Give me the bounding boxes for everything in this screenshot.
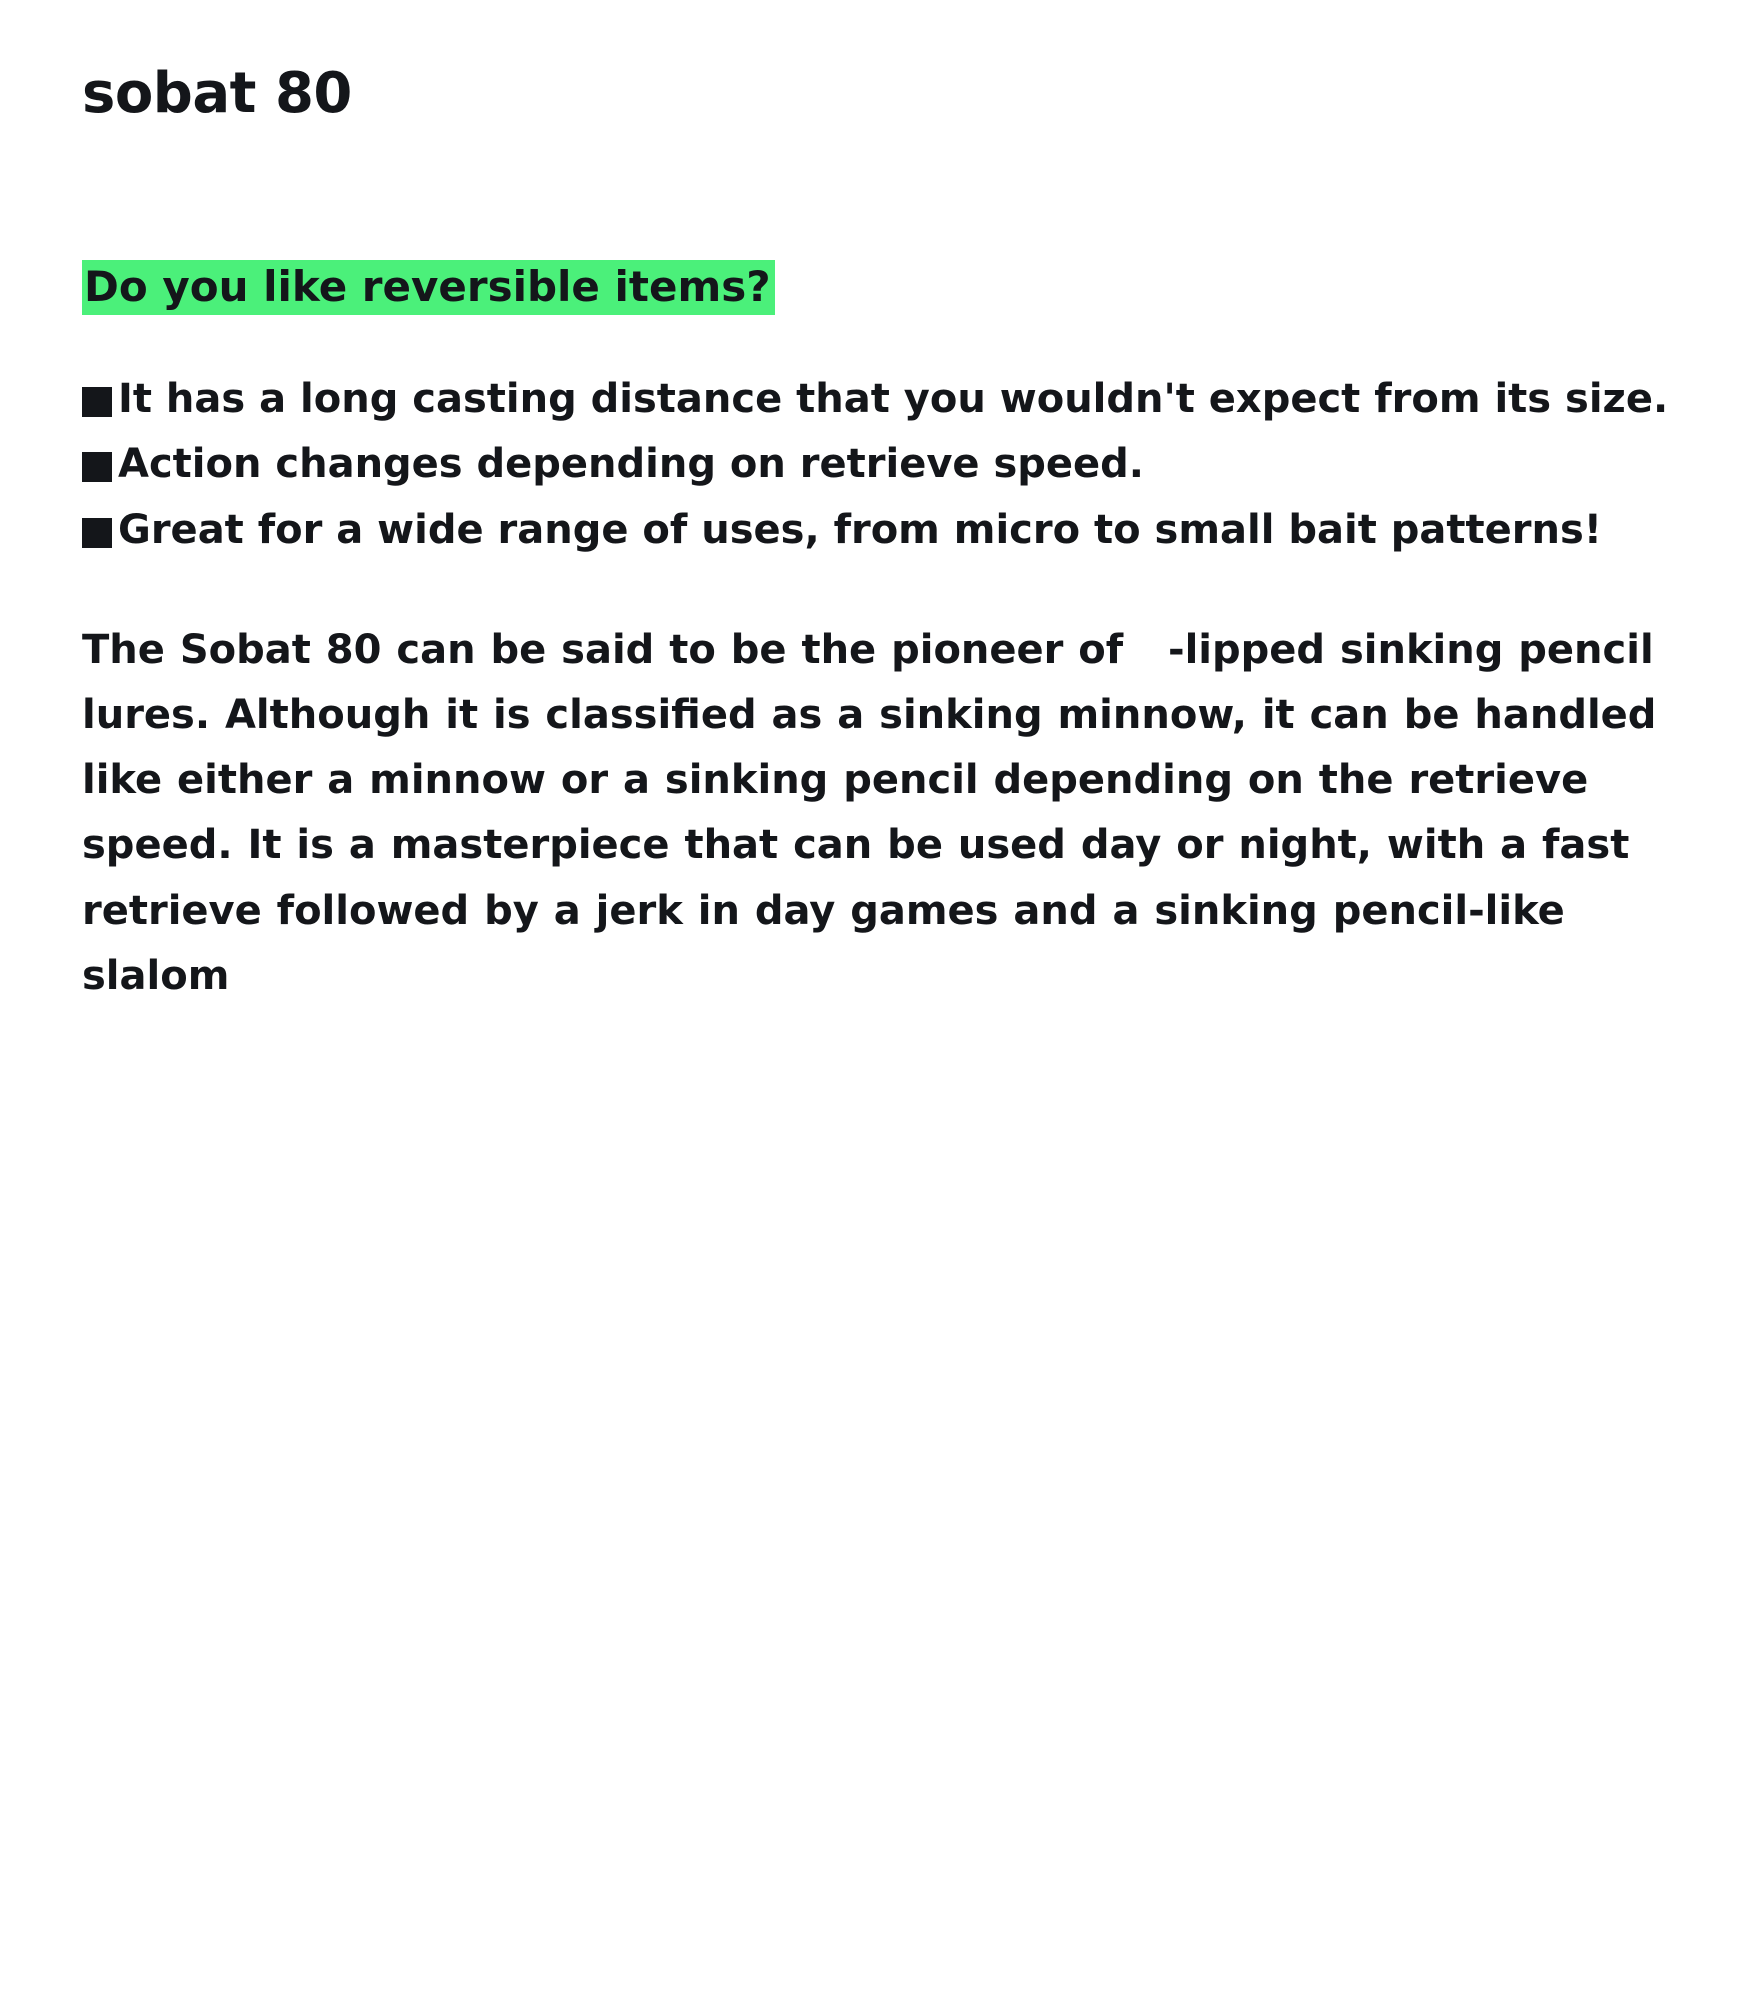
- list-item: [82, 370, 1678, 429]
- features-heading-wrap: [82, 255, 1678, 318]
- bullet-square-icon: [82, 387, 112, 417]
- feature-text: Action changes depending on retrieve speed.: [118, 441, 1144, 488]
- features-section: [82, 255, 1678, 560]
- feature-text: It has a long casting distance that you wouldn't expect from its size.: [118, 376, 1669, 423]
- page-title: sobat 80: [82, 61, 352, 126]
- bullet-square-icon: [82, 518, 112, 548]
- description-paragraph: The Sobat 80 can be said to be the pioneer of -lipped sinking pencil lures. Although it is classified as a sinking minnow, it can be handled like either a minnow or a sinking pencil depending on the retrieve speed. It is a masterpiece that can be used day or night, with a fast retrieve followed by a jerk in day games and a sinking pencil-like slalom: [82, 626, 1657, 999]
- list-item: [82, 435, 1678, 494]
- feature-text: Great for a wide range of uses, from micro to small bait patterns!: [118, 506, 1603, 553]
- list-item: [82, 501, 1678, 560]
- feature-list: [82, 370, 1678, 560]
- features-heading: Do you like reversible items?: [82, 260, 775, 315]
- bullet-square-icon: [82, 452, 112, 482]
